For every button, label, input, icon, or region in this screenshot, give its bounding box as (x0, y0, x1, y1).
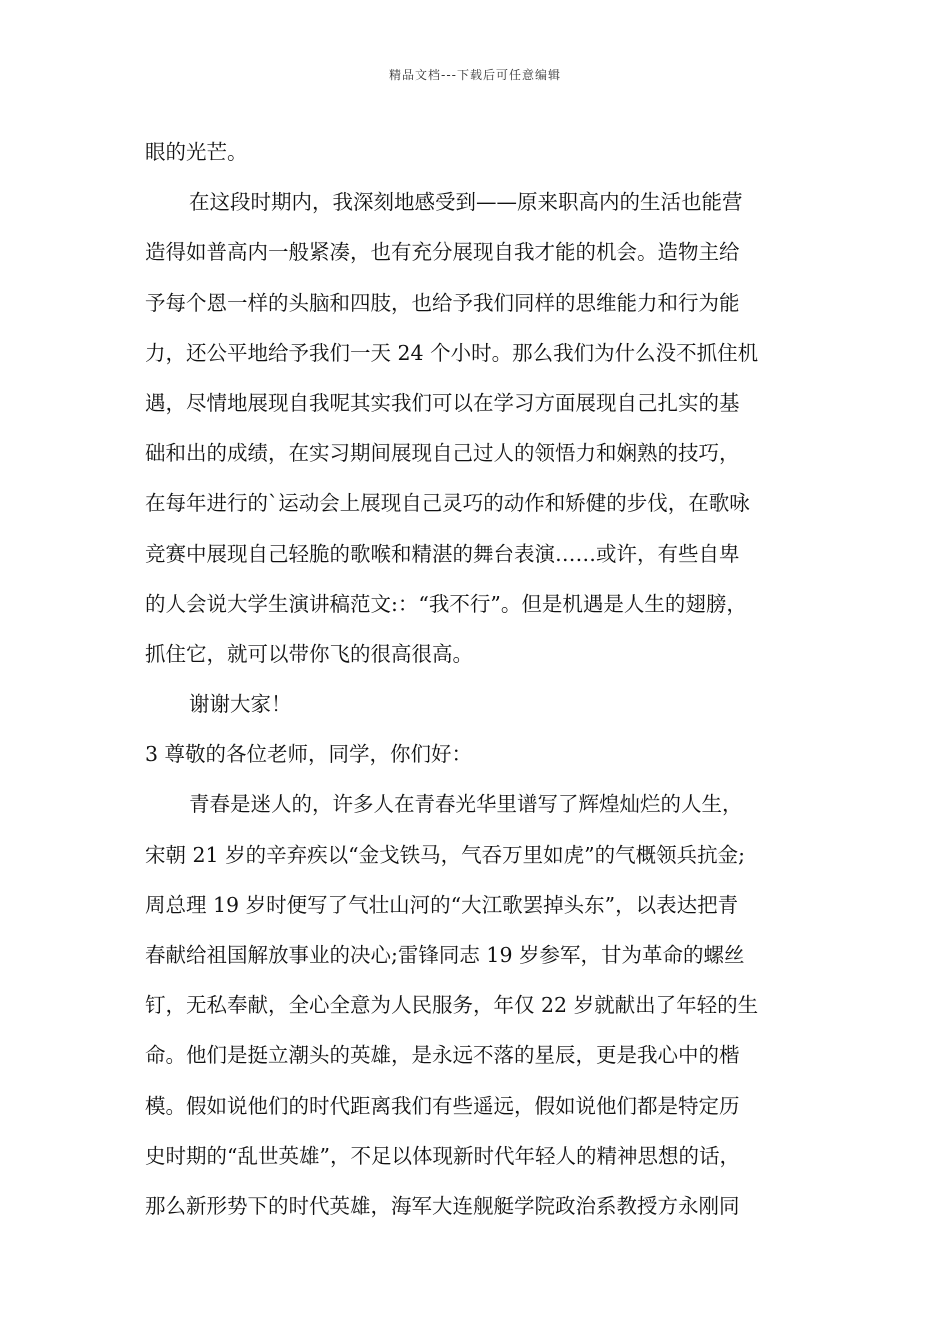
text-line: 予每个恩一样的头脑和四肢，也给予我们同样的思维能力和行为能 (145, 290, 740, 315)
text-line: 抓住它，就可以带你飞的很高很高。 (145, 641, 473, 666)
text-line: 造得如普高内一般紧凑，也有充分展现自我才能的机会。造物主给 (145, 240, 740, 265)
text-line: 史时期的“乱世英雄”，不足以体现新时代年轻人的精神思想的话， (145, 1143, 740, 1168)
text-line: 宋朝 21 岁的辛弃疾以“金戈铁马，气吞万里如虎”的气概领兵抗金; (145, 842, 745, 867)
text-line: 模。假如说他们的时代距离我们有些遥远，假如说他们都是特定历 (145, 1093, 740, 1118)
text-line: 3 尊敬的各位老师，同学，你们好： (145, 742, 473, 767)
text-line: 春献给祖国解放事业的决心;雷锋同志 19 岁参军，甘为革命的螺丝 (145, 943, 745, 967)
text-line: 竞赛中展现自己轻脆的歌喉和精湛的舞台表演……或许，有些自卑 (145, 541, 740, 566)
text-line: 的人会说大学生演讲稿范文:：“我不行”。但是机遇是人生的翅膀， (145, 591, 747, 616)
text-line: 力，还公平地给予我们一天 24 个小时。那么我们为什么没不抓住机 (145, 340, 759, 365)
text-line: 钉，无私奉献，全心全意为人民服务，年仅 22 岁就献出了年轻的生 (145, 993, 759, 1018)
text-line: 命。他们是挺立潮头的英雄，是永远不落的星辰，更是我心中的楷 (145, 1043, 740, 1068)
text-line: 那么新形势下的时代英雄，海军大连舰艇学院政治系教授方永刚同 (145, 1193, 740, 1218)
text-line: 谢谢大家！ (189, 692, 292, 717)
text-line: 周总理 19 岁时便写了气壮山河的“大江歌罢掉头东”，以表达把青 (145, 892, 739, 917)
text-line: 眼的光芒。 (145, 140, 248, 164)
text-line: 在这段时期内，我深刻地感受到——原来职高内的生活也能营 (189, 190, 743, 215)
text-line: 遇，尽情地展现自我呢其实我们可以在学习方面展现自己扎实的基 (145, 390, 740, 415)
text-line: 青春是迷人的，许多人在青春光华里谱写了辉煌灿烂的人生， (189, 792, 743, 817)
text-line: 础和出的成绩，在实习期间展现自己过人的领悟力和娴熟的技巧， (145, 441, 740, 466)
text-line: 在每年进行的`运动会上展现自己灵巧的动作和矫健的步伐，在歌咏 (145, 491, 750, 516)
page-header: 精品文档---下载后可任意编辑 (389, 68, 561, 82)
body-text (145, 127, 815, 1231)
